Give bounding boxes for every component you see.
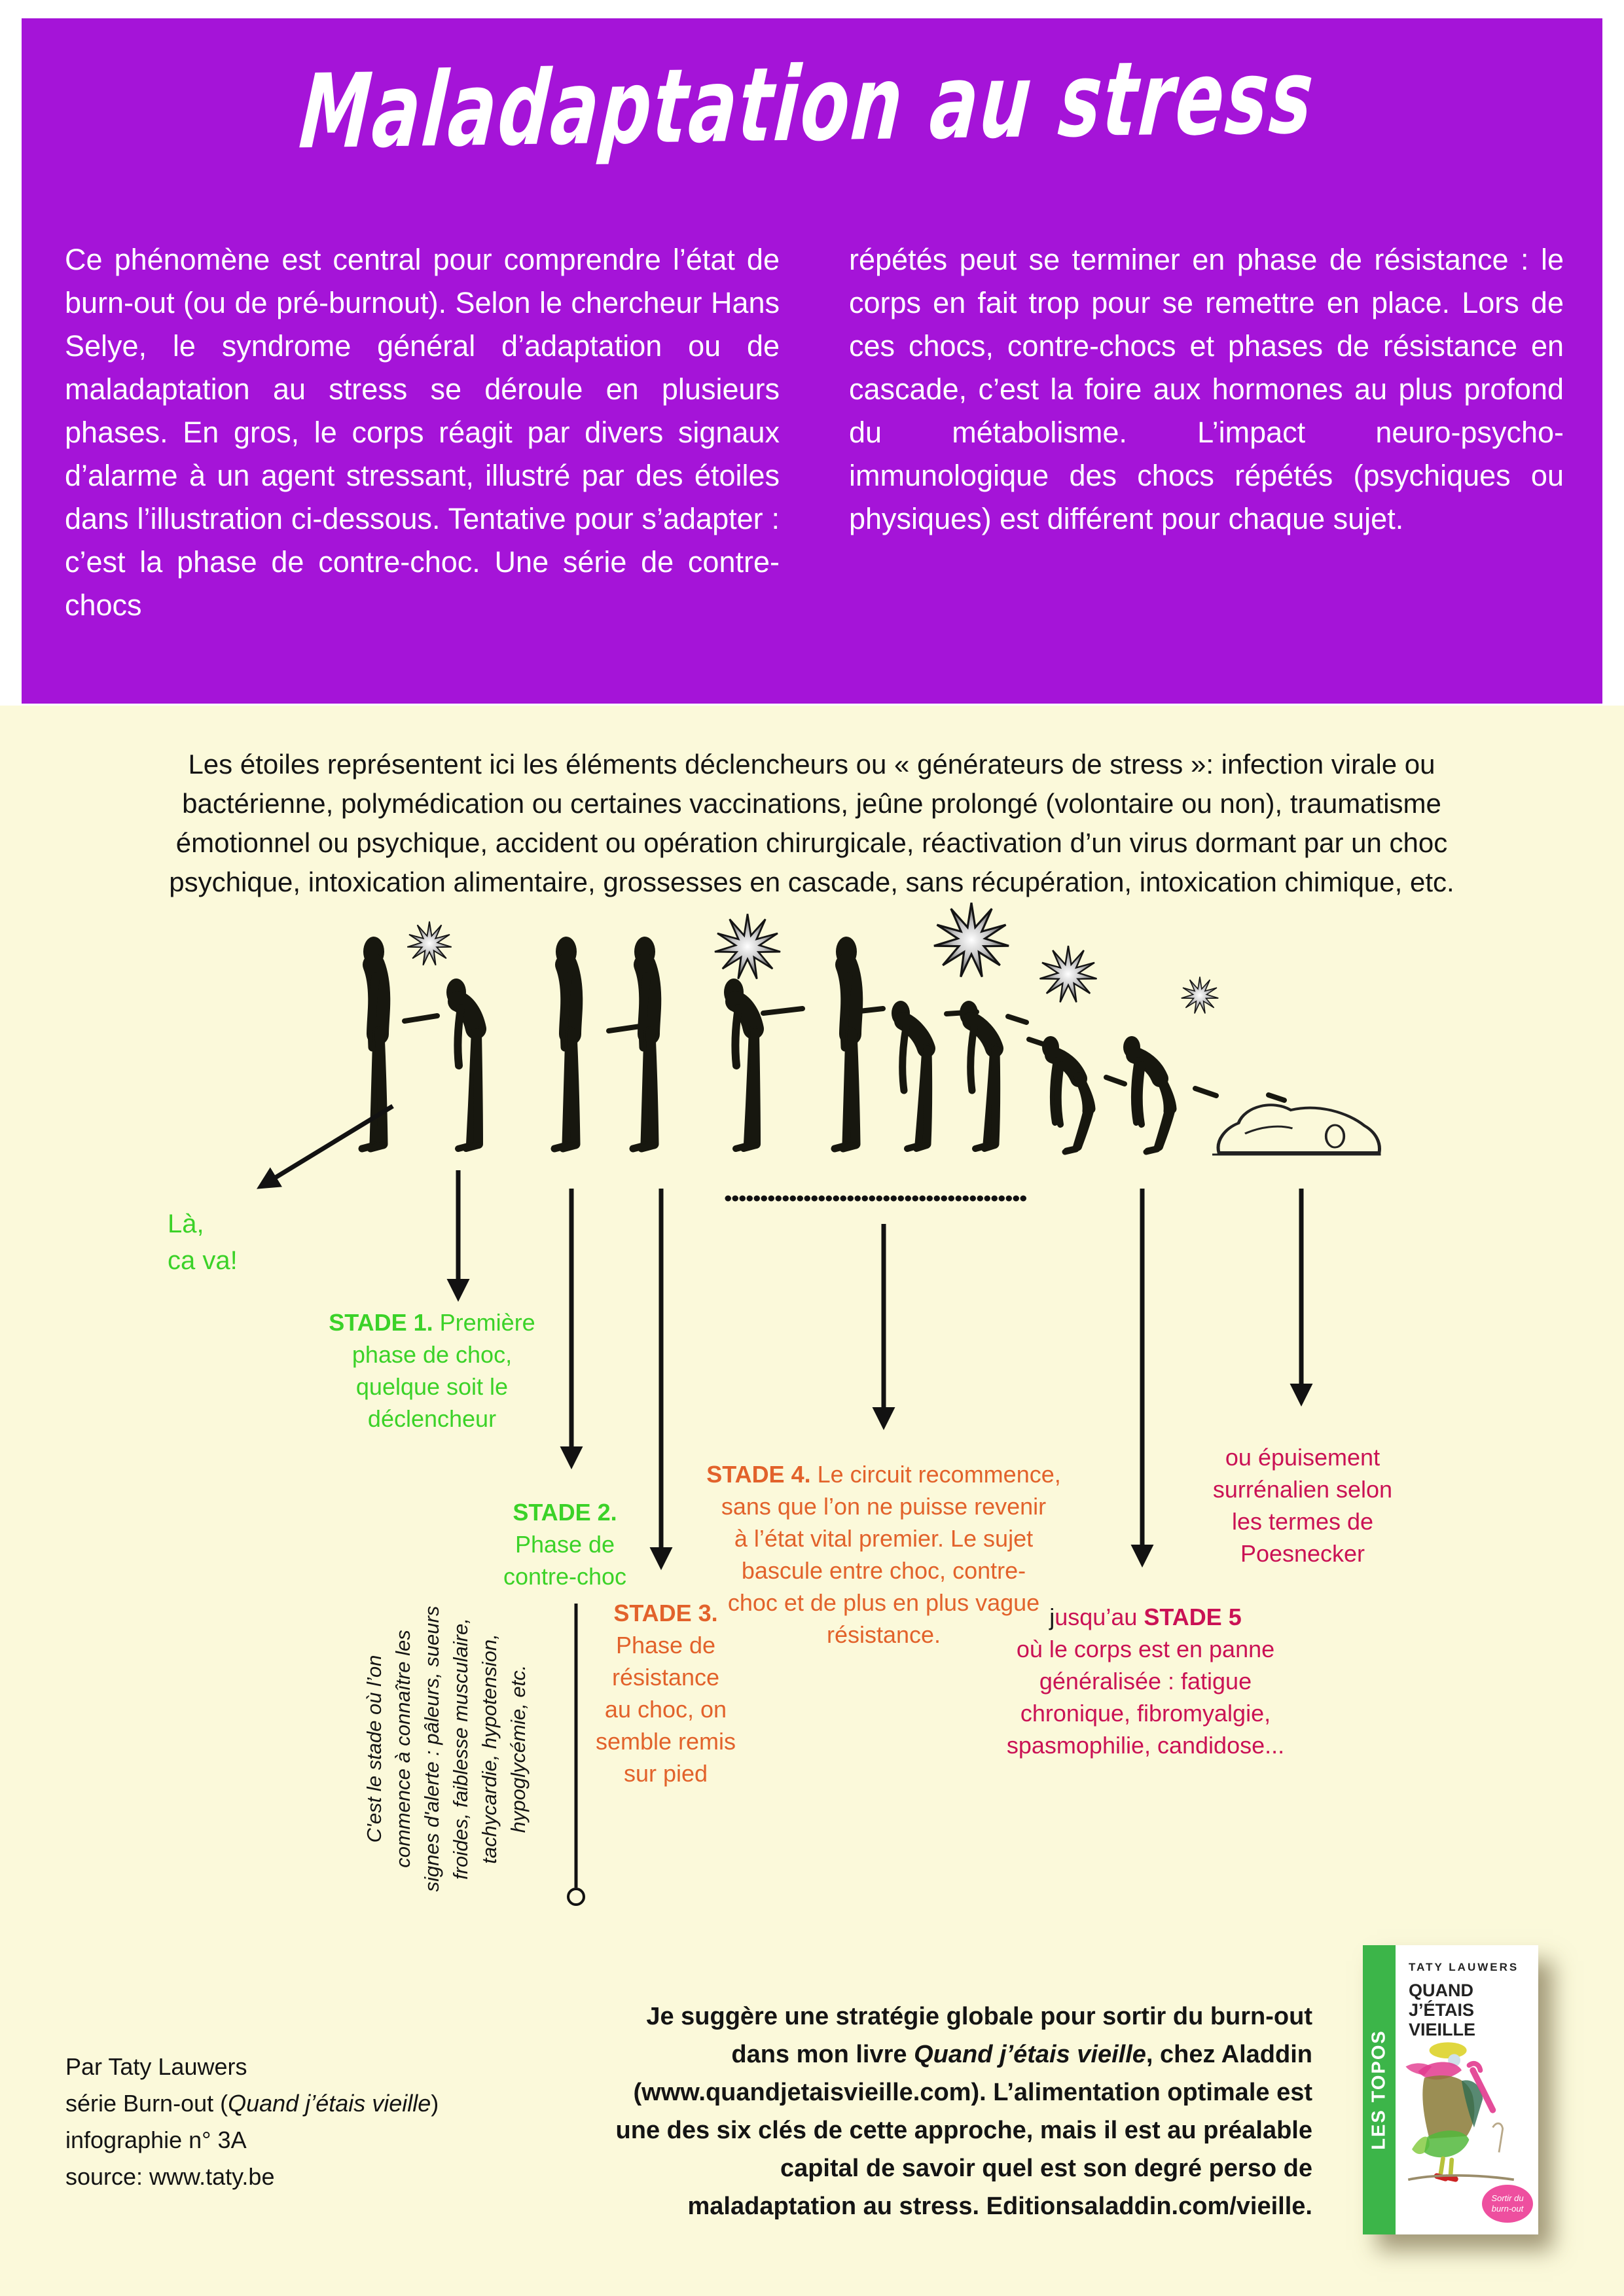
credit-source: source: www.taty.be (65, 2163, 275, 2190)
label-stade-1: STADE 1. Première phase de choc, quelque soit le déclencheur (329, 1309, 535, 1432)
label-la-ca-va: Là, ca va! (168, 1210, 238, 1275)
credit-author: Par Taty Lauwers (65, 2053, 247, 2080)
book-cover-art (1399, 2024, 1524, 2194)
intro-paragraph-right: répétés peut se terminer en phase de résistance : le corps en fait trop pour se remettre en place. Lors de ces chocs, contre-chocs et phases de résistance en cascade, c’est la foire aux hormones au plus profond du métabolisme. L’impact neuro-psycho-immunologique des chocs répétés (psychiques ou physiques) est différent pour chaque sujet. (849, 243, 1564, 535)
book-promo-paragraph: Je suggère une stratégie globale pour sortir du burn-out dans mon livre Quand j’étais vieille, chez Aladdin (www.quandjetaisvieille.com). L’alimentation optimale est une des six clés de cette approche, mais il est au préalable capital de savoir quel est son degré perso de maladaptation au stress. Editionsaladdin.com/vieille. (615, 2003, 1312, 2220)
book-spine (1363, 1945, 1396, 2234)
purple-header (22, 18, 1602, 704)
stress-star-icon (1039, 946, 1096, 1002)
figure-bent-1 (446, 978, 478, 1149)
stress-star-icon (1182, 977, 1219, 1013)
credit-series: série Burn-out (Quand j’étais vieille) (65, 2090, 439, 2117)
label-stade-2: STADE 2. Phase de contre-choc (503, 1499, 627, 1590)
figure-bent-4 (960, 1001, 996, 1149)
label-stade-3: STADE 3. Phase de résistance au choc, on semble remis sur pied (595, 1600, 736, 1787)
figure-bent-3 (892, 1001, 928, 1149)
stress-star-icon (934, 903, 1009, 977)
credit-infographic-number: infographie n° 3A (65, 2126, 247, 2153)
stress-stages-illustration (0, 851, 1624, 1931)
stress-star-icon (715, 914, 780, 978)
book-series-label: LES TOPOS (1368, 2030, 1390, 2150)
book-title: QUAND J’ÉTAIS VIEILLE (1409, 1981, 1476, 2040)
book-badge: Sortir du burn-out (1482, 2185, 1533, 2223)
book-cover (1363, 1945, 1538, 2234)
figure-standing-3 (633, 937, 655, 1149)
figure-crouched-1 (1042, 1036, 1091, 1152)
intro-paragraph-left: Ce phénomène est central pour comprendre l’état de burn-out (ou de pré-burnout). Selon le chercheur Hans Selye, le syndrome général d’adaptation ou de maladaptation au stress se déroule en plusieurs phases. En gros, le corps réagit par divers signaux d’alarme à un agent stressant, illustré par des étoiles dans l’illustration ci-dessous. Tentative pour s’adapter : c’est la phase de contre-choc. Une série de contre-chocs (65, 243, 780, 622)
alert-signs-note: C'est le stade où l’on commence à connaître les signes d'alerte : pâleurs, sueurs froides, faiblesse musculaire, tachycardie, hypotension, hypoglycémie, etc. (363, 1605, 530, 1892)
author-credit (65, 2049, 439, 2195)
label-adrenal-exhaustion: ou épuisement surrénalien selon les termes de Poesnecker (1212, 1444, 1393, 1567)
figure-crouched-2 (1123, 1036, 1172, 1152)
stress-star-icon (407, 922, 451, 965)
figure-standing-4 (835, 937, 857, 1149)
book-author: TATY LAUWERS (1409, 1961, 1519, 1973)
page-title: Maladaptation au stress (296, 38, 1319, 172)
figure-bent-2 (724, 978, 756, 1149)
label-stade-4: STADE 4. Le circuit recommence, sans que l’on ne puisse revenir à l’état vital premier. Le sujet bascule entre choc, contre- choc et de plus en plus vague résistance. (706, 1461, 1061, 1648)
side-note-pointer-circle (568, 1889, 584, 1905)
figure-standing-2 (554, 937, 577, 1149)
label-stade-5: jusqu’au STADE 5 où le corps est en panne généralisée : fatigue chronique, fibromyalgie, spasmophilie, candidose... (1006, 1604, 1285, 1759)
figure-collapsed (1212, 1105, 1381, 1155)
book-front (1396, 1945, 1538, 2234)
stress-triggers-paragraph: Les étoiles représentent ici les éléments déclencheurs ou « générateurs de stress »: infection virale ou bactérienne, polymédication ou certaines vaccinations, jeûne prolongé (volontaire ou non), traumatisme émotionnel ou psychique, accident ou opération chirurgicale, réactivation d’un virus dormant par un choc psychique, intoxication alimentaire, grossesses en cascade, sans récupération, intoxication chimique, etc. (169, 749, 1454, 897)
